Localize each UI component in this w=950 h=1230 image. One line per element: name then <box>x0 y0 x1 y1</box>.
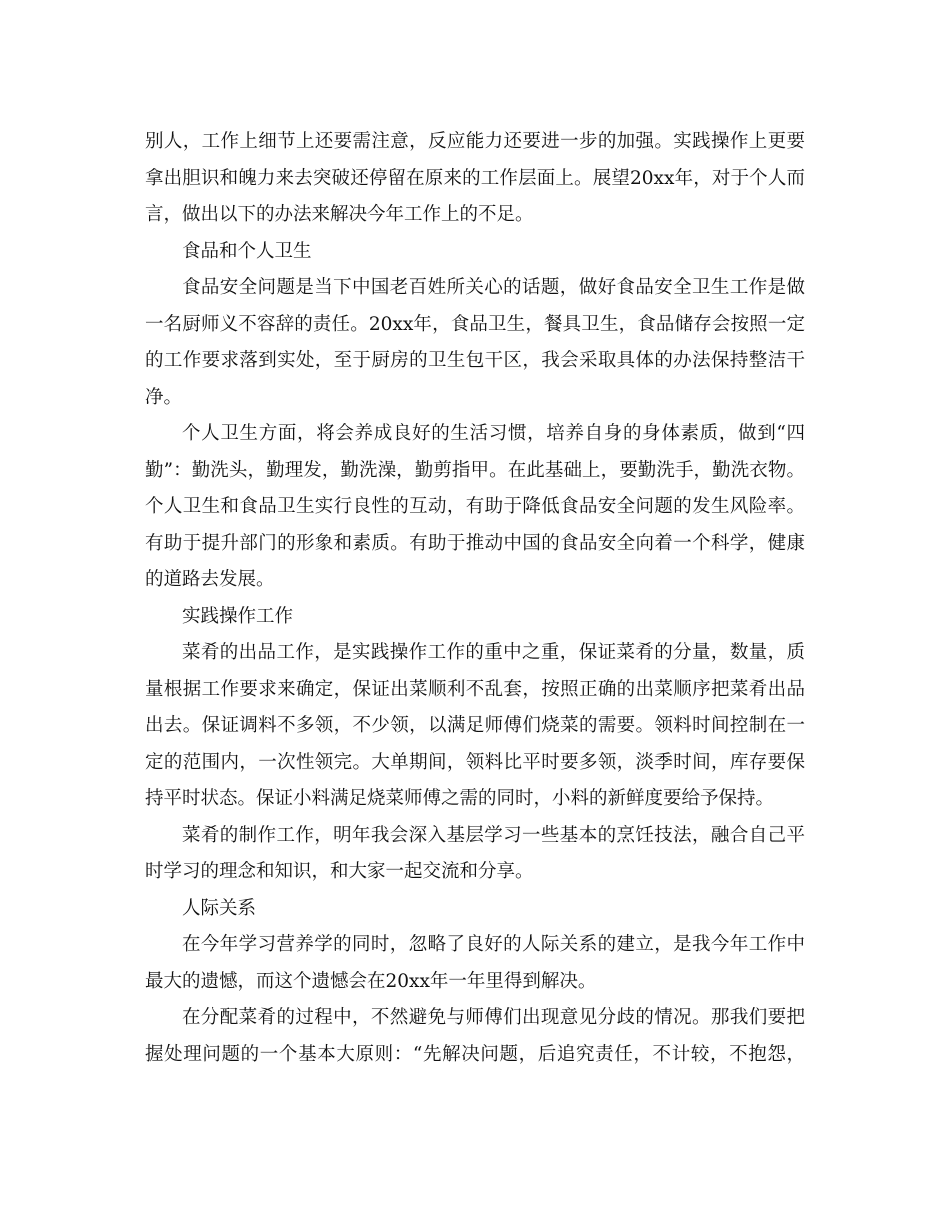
text-line: 食品安全问题是当下中国老百姓所关心的话题，做好食品安全卫生工作是做 <box>182 277 805 298</box>
text-line: 个人卫生和食品卫生实行良性的互动，有助于降低食品安全问题的发生风险率。 <box>145 496 805 517</box>
text-line: 定的范围内，一次性领完。大单期间，领料比平时要多领，淡季时间，库存要保 <box>145 751 805 773</box>
text-line: 拿出胆识和魄力来去突破还停留在原来的工作层面上。展望20xx年，对于个人而 <box>145 167 805 189</box>
text-line: 有助于提升部门的形象和素质。有助于推动中国的食品安全向着一个科学，健康 <box>145 532 805 554</box>
text-line: 在今年学习营养学的同时，忽略了良好的人际关系的建立，是我今年工作中 <box>182 934 805 955</box>
text-line: 最大的遗憾，而这个遗憾会在20xx年一年里得到解决。 <box>145 970 597 992</box>
text-line: 菜肴的出品工作，是实践操作工作的重中之重，保证菜肴的分量，数量，质 <box>182 642 805 663</box>
text-line: 一名厨师义不容辞的责任。20xx年，食品卫生，餐具卫生，食品储存会按照一定 <box>145 313 805 335</box>
text-line: 量根据工作要求来确定，保证出菜顺利不乱套，按照正确的出菜顺序把菜肴出品 <box>145 678 805 700</box>
text-line: 出去。保证调料不多领，不少领，以满足师傅们烧菜的需要。领料时间控制在一 <box>145 715 805 736</box>
text-line: 在分配菜肴的过程中，不然避免与师傅们出现意见分歧的情况。那我们要把 <box>182 1007 805 1028</box>
text-line: 实践操作工作 <box>182 605 294 627</box>
text-line: 言，做出以下的办法来解决今年工作上的不足。 <box>145 204 534 225</box>
text-line: 的工作要求落到实处，至于厨房的卫生包干区，我会采取具体的办法保持整洁干 <box>145 350 805 371</box>
text-line: 食品和个人卫生 <box>182 240 312 262</box>
document-page <box>145 124 805 1073</box>
text-line: 菜肴的制作工作，明年我会深入基层学习一些基本的烹饪技法，融合自己平 <box>182 824 805 846</box>
text-line: 握处理问题的一个基本大原则：“先解决问题，后追究责任，不计较，不抱怨， <box>145 1043 805 1065</box>
text-line: 净。 <box>145 386 183 408</box>
text-line: 人际关系 <box>182 897 257 919</box>
text-line: 勤”：勤洗头，勤理发，勤洗澡，勤剪指甲。在此基础上，要勤洗手，勤洗衣物。 <box>145 459 805 481</box>
text-line: 持平时状态。保证小料满足烧菜师傅之需的同时，小料的新鲜度要给予保持。 <box>145 788 775 809</box>
text-line: 时学习的理念和知识，和大家一起交流和分享。 <box>145 861 534 882</box>
text-line: 个人卫生方面，将会养成良好的生活习惯，培养自身的身体素质，做到“四 <box>182 423 805 444</box>
text-line: 别人，工作上细节上还要需注意，反应能力还要进一步的加强。实践操作上更要 <box>145 131 805 152</box>
text-line: 的道路去发展。 <box>145 569 275 590</box>
